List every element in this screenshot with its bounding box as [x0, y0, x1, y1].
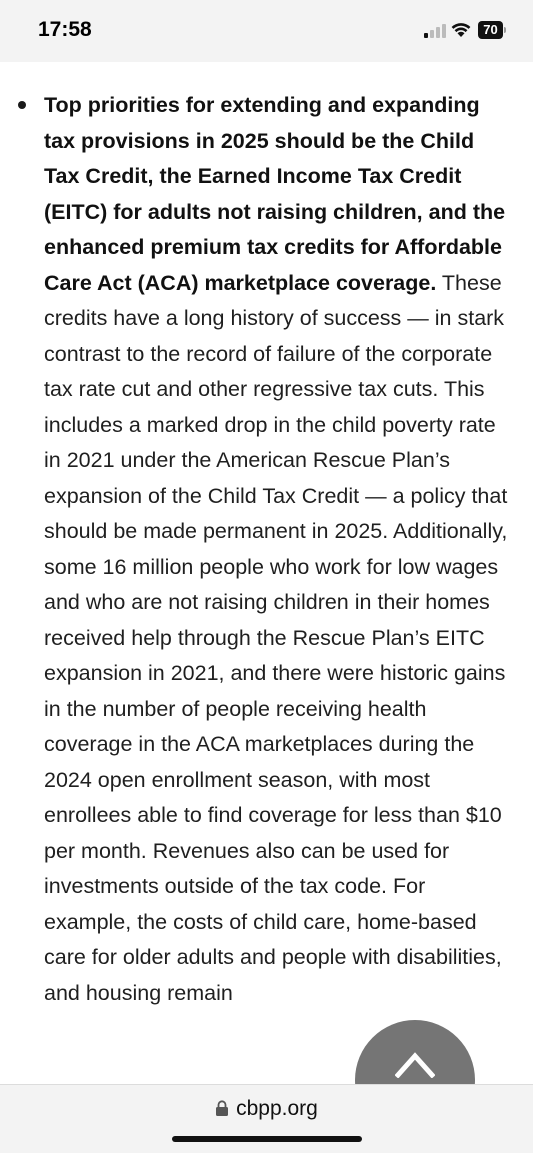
lock-icon: [215, 1100, 229, 1116]
battery-tip: [504, 27, 506, 33]
wifi-icon: [451, 22, 471, 38]
battery-level: 70: [478, 21, 503, 39]
chevron-up-icon: [395, 1050, 435, 1078]
article-bold-lead: Top priorities for extending and expanding tax provisions in 2025 should be the Child Tax Credit, the Earned Income Tax Credit (EITC) for adults not raising children, and the enhanced premium tax credits for Affordable Care Act (ACA) marketplace coverage.: [44, 93, 506, 295]
battery-icon: [478, 21, 506, 39]
article-paragraph: [44, 88, 514, 1011]
status-time: 17:58: [38, 18, 92, 41]
article-body: These credits have a long history of success — in stark contrast to the record of failure of the corporate tax rate cut and other regressive tax cuts. This includes a marked drop in the child poverty rate in 2021 under the American Rescue Plan’s expansion of the Child Tax Credit — a policy that should be made permanent in 2025. Additionally, some 16 million people who work for low wages and who are not raising children in their homes received help through the Rescue Plan’s EITC expansion in 2021, and there were historic gains in the number of people receiving health coverage in the ACA marketplaces during the 2024 open enrollment season, with most enrollees able to find coverage for less than $10 per month. Revenues also can be used for investments outside of the tax code. For example, the costs of child care, home-based care for older adults and people with disabilities, and housing remain: [44, 270, 508, 1005]
status-bar: [0, 0, 533, 62]
home-indicator[interactable]: [172, 1136, 362, 1142]
address-bar[interactable]: [0, 1097, 533, 1121]
browser-bottom-bar: [0, 1084, 533, 1153]
bullet-icon: [18, 101, 26, 109]
signal-icon: [424, 24, 446, 38]
article-content: [0, 62, 533, 1084]
url-text: cbpp.org: [236, 1097, 318, 1120]
scroll-to-top-button[interactable]: [355, 1020, 475, 1084]
